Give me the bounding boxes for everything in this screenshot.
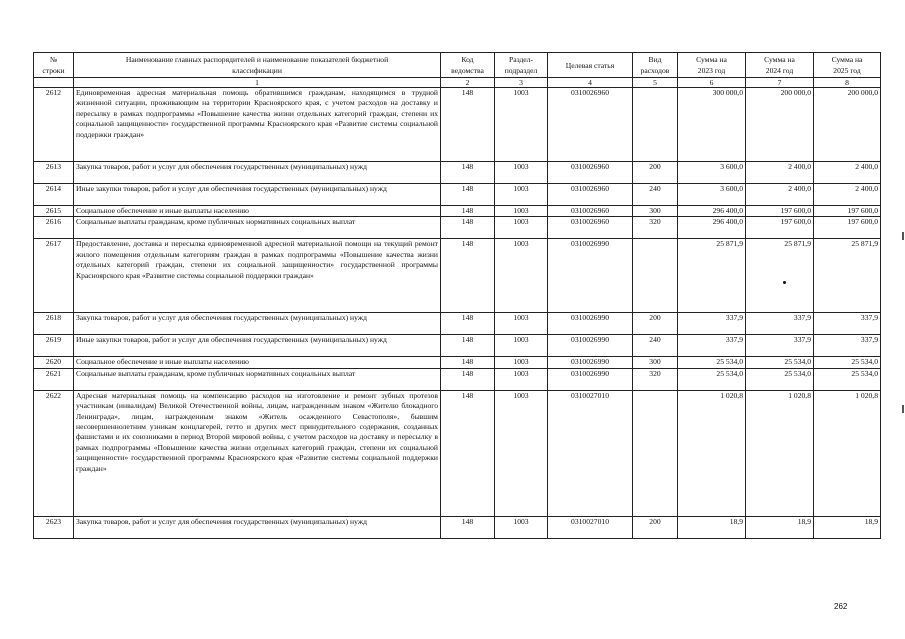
index-cell: 3 (495, 78, 548, 88)
row-number: 2618 (34, 313, 74, 335)
row-kind (633, 239, 678, 313)
row-sum-2024: 25 534,0 (746, 357, 814, 368)
row-name: Закупка товаров, работ и услуг для обеспечения государственных (муниципальных) нужд (74, 162, 441, 184)
row-dept: 148 (441, 335, 495, 357)
row-number: 2613 (34, 162, 74, 184)
row-sum-2025: 1 020,8 (814, 390, 881, 516)
row-name: Социальные выплаты гражданам, кроме публичных нормативных социальных выплат (74, 217, 441, 239)
row-sum-2023: 3 600,0 (678, 184, 746, 206)
index-cell: 6 (678, 78, 746, 88)
row-section: 1003 (495, 88, 548, 162)
header-sum-2024: Сумма на 2024 год (746, 53, 814, 78)
row-kind: 300 (633, 357, 678, 368)
page-number: 262 (834, 602, 848, 611)
index-cell: 4 (548, 78, 633, 88)
row-sum-2025: 2 400,0 (814, 162, 881, 184)
row-sum-2023: 337,9 (678, 313, 746, 335)
row-target: 0310027010 (548, 390, 633, 516)
header-section: Раздел- подраздел (495, 53, 548, 78)
row-target: 0310026990 (548, 239, 633, 313)
table-row (34, 239, 881, 313)
row-target: 0310027010 (548, 516, 633, 538)
row-sum-2023: 25 871,9 (678, 239, 746, 313)
row-target: 0310026960 (548, 88, 633, 162)
row-target: 0310026960 (548, 217, 633, 239)
row-target: 0310026960 (548, 184, 633, 206)
row-dept: 148 (441, 184, 495, 206)
row-number: 2616 (34, 217, 74, 239)
row-number: 2614 (34, 184, 74, 206)
row-kind: 200 (633, 162, 678, 184)
row-name: Закупка товаров, работ и услуг для обеспечения государственных (муниципальных) нужд (74, 313, 441, 335)
row-section: 1003 (495, 390, 548, 516)
row-section: 1003 (495, 313, 548, 335)
table-row (34, 335, 881, 357)
row-sum-2024: 25 871,9 (746, 239, 814, 313)
stray-dot-mark (783, 281, 786, 284)
row-name: Иные закупки товаров, работ и услуг для обеспечения государственных (муниципальных) нужд (74, 184, 441, 206)
row-sum-2025: 25 534,0 (814, 368, 881, 390)
row-section: 1003 (495, 162, 548, 184)
table-row (34, 516, 881, 538)
table-row (34, 313, 881, 335)
row-sum-2023: 18,9 (678, 516, 746, 538)
row-dept: 148 (441, 217, 495, 239)
row-sum-2023: 337,9 (678, 335, 746, 357)
row-sum-2023: 25 534,0 (678, 357, 746, 368)
row-dept: 148 (441, 357, 495, 368)
row-sum-2025: 200 000,0 (814, 88, 881, 162)
row-sum-2024: 18,9 (746, 516, 814, 538)
table-row (34, 217, 881, 239)
index-cell: 2 (441, 78, 495, 88)
row-name: Адресная материальная помощь на компенсацию расходов на изготовление и ремонт зубных протезов участникам (инвалидам) Великой Отечественной войны, лицам, награжденным знаком «Жителю блокадного Ленинграда», лицам, награжденным знаком «Житель осажденного Севастополя», бывшим несовершеннолетним узникам концлагерей, гетто и других мест принудительного содержания, созданных фашистами и их союзниками в период Второй мировой войны, с учетом расходов на доставку и пересылку в рамках подпрограммы «Повышение качества жизни отдельных категорий граждан, степени их социальной защищенности» государственной программы Красноярского края «Развитие системы социальной поддержки граждан» (74, 390, 441, 516)
table-row (34, 88, 881, 162)
table-row (34, 368, 881, 390)
row-section: 1003 (495, 368, 548, 390)
table-row (34, 357, 881, 368)
row-sum-2024: 1 020,8 (746, 390, 814, 516)
table-body (34, 88, 881, 539)
row-name: Предоставление, доставка и пересылка единовременной адресной материальной помощи на текущий ремонт жилого помещения отдельным категориям граждан в рамках подпрограммы «Повышение качества жизни отдельных категорий граждан, степени их социальной защищенности» государственной программы Красноярского края «Развитие системы социальной поддержки граждан» (74, 239, 441, 313)
row-sum-2024: 197 600,0 (746, 206, 814, 217)
row-sum-2024: 2 400,0 (746, 162, 814, 184)
row-section: 1003 (495, 184, 548, 206)
row-section: 1003 (495, 206, 548, 217)
table-row (34, 162, 881, 184)
row-number: 2617 (34, 239, 74, 313)
row-number: 2623 (34, 516, 74, 538)
row-number: 2620 (34, 357, 74, 368)
row-kind (633, 88, 678, 162)
row-sum-2025: 197 600,0 (814, 217, 881, 239)
row-sum-2025: 2 400,0 (814, 184, 881, 206)
row-sum-2025: 337,9 (814, 335, 881, 357)
row-sum-2025: 337,9 (814, 313, 881, 335)
row-target: 0310026960 (548, 206, 633, 217)
header-name: Наименование главных распорядителей и наименование показателей бюджетной классификации (74, 53, 441, 78)
table-header (34, 53, 881, 88)
row-name: Единовременная адресная материальная помощь обратившимся гражданам, находящимся в трудной жизненной ситуации, проживающим на территории Красноярского края, с учетом расходов на доставку и пересылку в рамках подпрограммы «Повышение качества жизни отдельных категорий граждан, степени их социальной защищенности» государственной программы Красноярского края «Развитие системы социальной поддержки граждан» (74, 88, 441, 162)
header-dept-code: Код ведомства (441, 53, 495, 78)
row-dept: 148 (441, 162, 495, 184)
row-number: 2621 (34, 368, 74, 390)
row-sum-2023: 1 020,8 (678, 390, 746, 516)
row-sum-2025: 25 871,9 (814, 239, 881, 313)
row-kind (633, 390, 678, 516)
row-sum-2025: 25 534,0 (814, 357, 881, 368)
row-sum-2024: 197 600,0 (746, 217, 814, 239)
row-sum-2023: 296 400,0 (678, 217, 746, 239)
row-sum-2023: 296 400,0 (678, 206, 746, 217)
row-number: 2615 (34, 206, 74, 217)
row-kind: 200 (633, 516, 678, 538)
row-sum-2024: 200 000,0 (746, 88, 814, 162)
table-row (34, 184, 881, 206)
header-sum-2025: Сумма на 2025 год (814, 53, 881, 78)
budget-table (33, 52, 881, 539)
row-kind: 320 (633, 217, 678, 239)
row-target: 0310026990 (548, 357, 633, 368)
row-sum-2024: 337,9 (746, 313, 814, 335)
row-name: Закупка товаров, работ и услуг для обеспечения государственных (муниципальных) нужд (74, 516, 441, 538)
table-row (34, 390, 881, 516)
row-section: 1003 (495, 335, 548, 357)
row-kind: 200 (633, 313, 678, 335)
row-number: 2612 (34, 88, 74, 162)
index-cell: 5 (633, 78, 678, 88)
row-number: 2619 (34, 335, 74, 357)
index-cell: 1 (74, 78, 441, 88)
row-number: 2622 (34, 390, 74, 516)
row-target: 0310026990 (548, 313, 633, 335)
row-name: Социальное обеспечение и иные выплаты населению (74, 206, 441, 217)
row-section: 1003 (495, 239, 548, 313)
row-kind: 320 (633, 368, 678, 390)
row-target: 0310026990 (548, 368, 633, 390)
row-dept: 148 (441, 516, 495, 538)
row-section: 1003 (495, 516, 548, 538)
edge-scan-mark (902, 232, 904, 240)
row-dept: 148 (441, 390, 495, 516)
row-sum-2023: 3 600,0 (678, 162, 746, 184)
row-sum-2025: 197 600,0 (814, 206, 881, 217)
row-sum-2024: 25 534,0 (746, 368, 814, 390)
row-sum-2023: 25 534,0 (678, 368, 746, 390)
index-cell: 7 (746, 78, 814, 88)
row-dept: 148 (441, 206, 495, 217)
header-sum-2023: Сумма на 2023 год (678, 53, 746, 78)
row-sum-2023: 300 000,0 (678, 88, 746, 162)
row-target: 0310026960 (548, 162, 633, 184)
row-name: Социальное обеспечение и иные выплаты населению (74, 357, 441, 368)
column-index-row (34, 78, 881, 88)
header-target-article: Целевая статья (548, 53, 633, 78)
row-kind: 240 (633, 184, 678, 206)
header-expense-kind: Вид расходов (633, 53, 678, 78)
edge-scan-mark (902, 405, 904, 413)
row-sum-2024: 2 400,0 (746, 184, 814, 206)
row-section: 1003 (495, 217, 548, 239)
header-row (34, 53, 881, 78)
row-sum-2024: 337,9 (746, 335, 814, 357)
row-dept: 148 (441, 368, 495, 390)
row-name: Иные закупки товаров, работ и услуг для обеспечения государственных (муниципальных) нужд (74, 335, 441, 357)
row-kind: 300 (633, 206, 678, 217)
index-cell (34, 78, 74, 88)
row-sum-2025: 18,9 (814, 516, 881, 538)
row-dept: 148 (441, 88, 495, 162)
row-section: 1003 (495, 357, 548, 368)
row-kind: 240 (633, 335, 678, 357)
index-cell: 8 (814, 78, 881, 88)
row-dept: 148 (441, 313, 495, 335)
row-dept: 148 (441, 239, 495, 313)
row-name: Социальные выплаты гражданам, кроме публичных нормативных социальных выплат (74, 368, 441, 390)
row-target: 0310026990 (548, 335, 633, 357)
header-row-number: № строки (34, 53, 74, 78)
table-row (34, 206, 881, 217)
